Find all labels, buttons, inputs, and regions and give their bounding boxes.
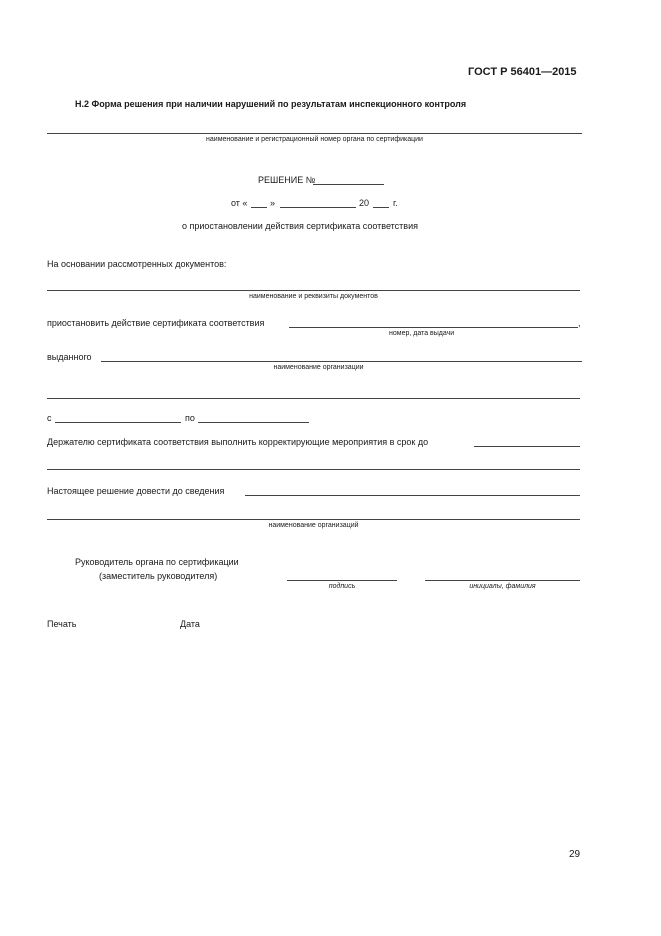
stamp-label: Печать xyxy=(47,619,77,629)
signature-field[interactable] xyxy=(287,580,397,581)
basis-documents-line[interactable] xyxy=(47,290,580,291)
section-heading: Н.2 Форма решения при наличии нарушений по результатам инспекционного контроля xyxy=(75,99,467,109)
decision-number-field[interactable] xyxy=(313,184,384,185)
period-from-field[interactable] xyxy=(55,422,181,423)
period-to-label: по xyxy=(185,413,195,423)
authority-line[interactable] xyxy=(47,133,582,134)
notify-caption: наименование организаций xyxy=(268,522,359,529)
decision-title: РЕШЕНИЕ № xyxy=(258,175,316,185)
basis-caption: наименование и реквизиты документов xyxy=(249,293,378,300)
signature-role-line2: (заместитель руководителя) xyxy=(99,571,218,581)
date-mid: » xyxy=(270,198,276,208)
suspend-caption: номер, дата выдачи xyxy=(389,330,455,337)
date-prefix: от « xyxy=(231,198,248,208)
date-suffix: г. xyxy=(393,198,398,208)
notify-label: Настоящее решение довести до сведения xyxy=(47,486,225,496)
issued-label: выданного xyxy=(47,352,92,362)
notify-organizations-line[interactable] xyxy=(245,495,580,496)
date-year-prefix: 20 xyxy=(359,198,370,208)
date-day-field[interactable] xyxy=(251,207,267,208)
signature-caption: подпись xyxy=(328,583,356,590)
corrective-deadline-field[interactable] xyxy=(474,446,580,447)
authority-caption: наименование и регистрационный номер органа по сертификации xyxy=(206,136,423,143)
issued-organization-line-2[interactable] xyxy=(47,398,580,399)
date-year-field[interactable] xyxy=(373,207,389,208)
basis-label: На основании рассмотренных документов: xyxy=(47,259,227,269)
suspend-comma: , xyxy=(578,318,581,328)
signature-role-line1: Руководитель органа по сертификации xyxy=(75,557,239,567)
standard-code: ГОСТ Р 56401—2015 xyxy=(468,66,577,78)
page-number: 29 xyxy=(569,849,581,860)
suspend-label: приостановить действие сертификата соответствия xyxy=(47,318,265,328)
notify-organizations-line-2[interactable] xyxy=(47,519,580,520)
decision-subject: о приостановлении действия сертификата соответствия xyxy=(182,221,418,231)
certificate-number-line[interactable] xyxy=(289,327,578,328)
period-from-label: с xyxy=(47,413,52,423)
date-month-field[interactable] xyxy=(280,207,356,208)
issued-caption: наименование организации xyxy=(273,364,364,371)
period-to-field[interactable] xyxy=(198,422,309,423)
corrective-line-2[interactable] xyxy=(47,469,580,470)
issued-organization-line[interactable] xyxy=(101,361,582,362)
name-caption: инициалы, фамилия xyxy=(469,583,536,590)
corrective-label: Держателю сертификата соответствия выполнить корректирующие мероприятия в срок до xyxy=(47,437,429,447)
name-field[interactable] xyxy=(425,580,580,581)
date-label: Дата xyxy=(180,619,200,629)
